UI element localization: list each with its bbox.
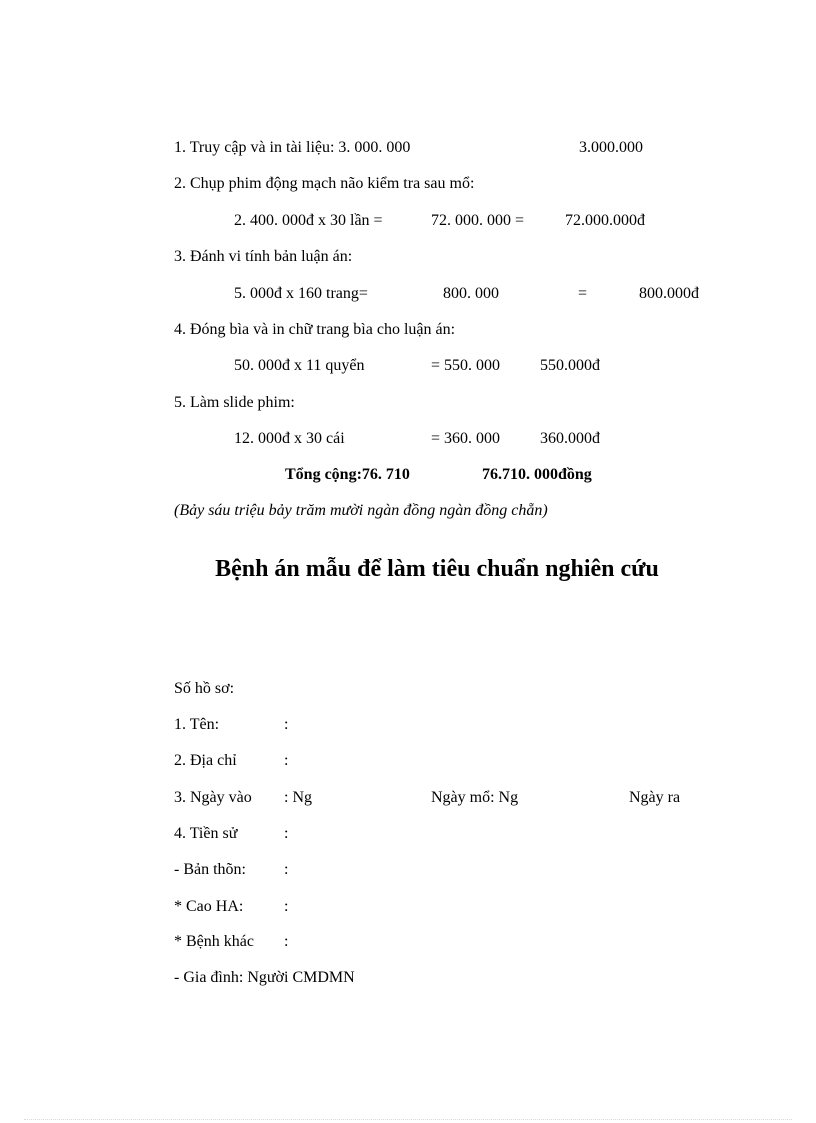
history-label: 4. Tiền sử [174, 825, 238, 842]
admission-date-value: : Ng [284, 789, 312, 806]
name-label: 1. Tên: [174, 716, 220, 733]
cost-item-5-calc: 12. 000đ x 30 cái [234, 430, 345, 447]
hypertension-colon: : [284, 898, 289, 915]
form-heading: Bệnh án mẫu để làm tiêu chuẩn nghiên cứu [215, 556, 659, 582]
grand-total-value: 76.710. 000đồng [482, 466, 592, 483]
cost-item-4-label: 4. Đóng bìa và in chữ trang bìa cho luận án: [174, 321, 456, 338]
other-disease-colon: : [284, 933, 289, 950]
cost-item-4-calc: 50. 000đ x 11 quyển [234, 357, 365, 374]
cost-item-2-label: 2. Chụp phim động mạch não kiểm tra sau mổ: [174, 175, 475, 192]
other-disease-label: * Bệnh khác [174, 933, 254, 950]
cost-item-5-total: 360.000đ [540, 430, 600, 447]
cost-item-2-calc: 2. 400. 000đ x 30 lần = [234, 212, 383, 229]
cost-item-1-total: 3.000.000 [579, 139, 643, 156]
personal-history-colon: : [284, 861, 289, 878]
cost-item-3-equals: = [578, 285, 588, 302]
cost-item-3-total: 800.000đ [639, 285, 699, 302]
cost-item-1-label: 1. Truy cập và in tài liệu: 3. 000. 000 [174, 139, 411, 156]
cost-item-5-amount: = 360. 000 [431, 430, 501, 447]
record-number-label: Số hồ sơ: [174, 680, 235, 697]
hypertension-label: * Cao HA: [174, 898, 244, 915]
address-colon: : [284, 752, 289, 769]
cost-item-4-amount: = 550. 000 [431, 357, 501, 374]
cost-item-2-total: 72.000.000đ [565, 212, 645, 229]
address-label: 2. Địa chỉ [174, 752, 237, 769]
cost-item-3-label: 3. Đánh vi tính bản luận án: [174, 248, 353, 265]
name-colon: : [284, 716, 289, 733]
discharge-date-label: Ngày ra [629, 789, 681, 806]
personal-history-label: - Bản thõn: [174, 861, 246, 878]
cost-item-5-label: 5. Làm slide phim: [174, 394, 295, 411]
cost-item-4-total: 550.000đ [540, 357, 600, 374]
family-history-field: - Gia đình: Người CMDMN [174, 969, 355, 986]
history-colon: : [284, 825, 289, 842]
amount-in-words: (Bảy sáu triệu bảy trăm mười ngàn đồng ngàn đồng chẵn) [174, 502, 548, 519]
surgery-date-label: Ngày mổ: Ng [431, 789, 519, 806]
grand-total-label: Tổng cộng:76. 710 [285, 466, 410, 483]
cost-item-3-amount: 800. 000 [443, 285, 499, 302]
cost-item-2-amount: 72. 000. 000 = [431, 212, 525, 229]
page-bottom-rule [24, 1119, 792, 1120]
cost-item-3-calc: 5. 000đ x 160 trang= [234, 285, 368, 302]
admission-date-label: 3. Ngày vào [174, 789, 252, 806]
